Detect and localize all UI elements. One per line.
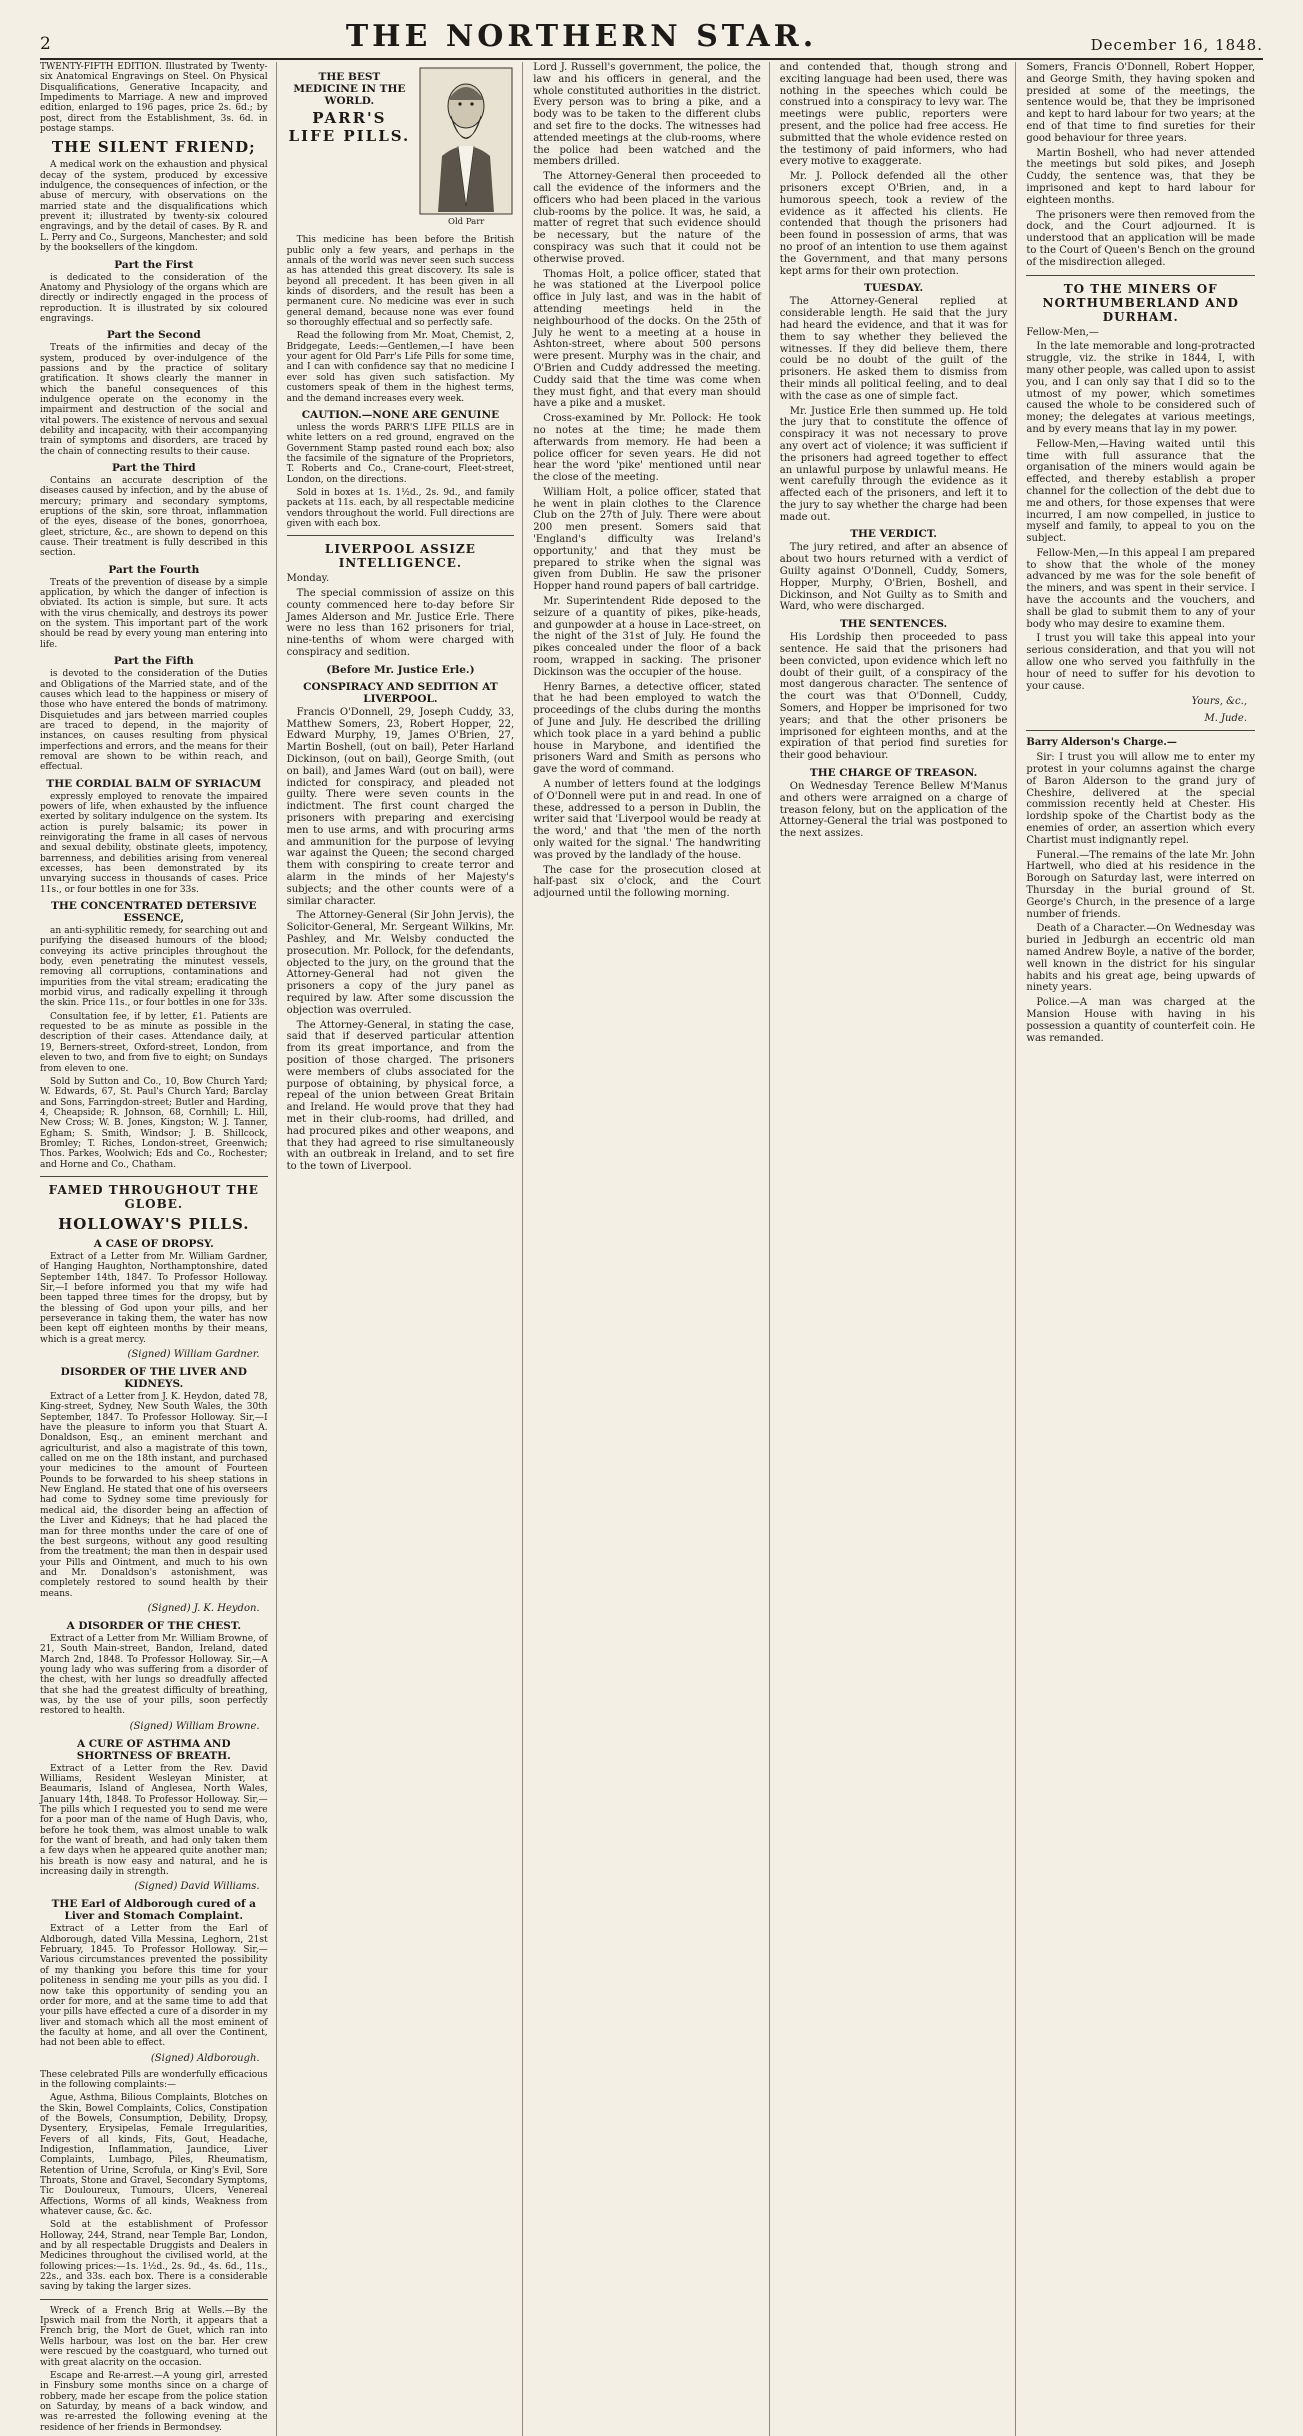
- court-adjourned: The case for the prosecution closed at half-past six o'clock, and the Court adjourned until the following morning.: [533, 864, 761, 900]
- parr-ad: [287, 66, 515, 229]
- part2-title: Part the Second: [106, 329, 201, 342]
- silent-friend-body: A medical work on the exhaustion and physical decay of the system, produced by excessive indulgence, the consequences of infection, or the abuse of mercury, with observations on the married state and the disqualifications which prevent it; illustrated by twenty-six coloured engravings, and by the detail of cases. By R. and L. Perry and Co., Surgeons, Manchester; and sold by the booksellers of the kingdom.: [40, 160, 268, 254]
- death-paragraph: Death of a Character.—On Wednesday was buried in Jedburgh an eccentric old man named Andrew Boyle, a native of the border, well known in the district for his singular habits and his great age, being upwards of ninety years.: [1026, 923, 1255, 994]
- verdict-text: The jury retired, and after an absence of about two hours returned with a verdict of Guilty against O'Donnell, Cuddy, Somers, Hopper, Murphy, O'Brien, Boshell, and Dickinson, and Not Guilty as to Smith and Ward, who were discharged.: [779, 542, 1008, 613]
- silent-friend-intro: TWENTY-FIFTH EDITION. Illustrated by Twenty-six Anatomical Engravings on Steel. On Physical Disqualifications, Generative Incapacity, and Impediments to Marriage. A new and improved edition, enlarged to 196 pages, price 2s. 6d.; by post, direct from the Establishment, 3s. 6d. in postage stamps.: [40, 62, 268, 135]
- escape-paragraph: Escape and Re-arrest.—A young girl, arrested in Finsbury some months since on a charge of robbery, made her escape from the police station on Saturday, by means of a back window, and was re-arrested the following evening at the residence of her friends in Bermondsey.: [40, 2370, 268, 2433]
- assize-judge: (Before Mr. Justice Erle.): [326, 663, 475, 676]
- column-2: [287, 62, 524, 2436]
- dropsy-text: Extract of a Letter from Mr. William Gardner, of Hanging Haughton, Northamptonshire, dated September 14th, 1847. To Professor Holloway. Sir,—I before informed you that my wife had been tapped three times for the dropsy, but by the blessing of God upon your pills, and her perseverance in taking them, the water has now been kept off eighteen months by their means, which is a great mercy.: [40, 1251, 268, 1345]
- liver-text: Extract of a Letter from J. K. Heydon, dated 78, King-street, Sydney, New South Wales, the 30th September, 1847. To Professor Holloway. Sir,—I have the pleasure to inform you that Stuart A. Donaldson, Esq., an eminent merchant and agriculturist, and also a magistrate of this town, called on me on the 18th instant, and purchased your medicines to the amount of Fourteen Pounds to be forwarded to his sheep stations in New England. He stated that one of his overseers had come to Sydney some time previously for medical aid, the disorder being an affection of the Liver and Kidneys; that he had placed the man for three months under the care of one of the best surgeons, without any good resulting from the treatment; the man then in despair used your Pills and Ointment, and much to his own and Mr. Donaldson's astonishment, was completely restored to sound health by their means.: [40, 1392, 268, 1599]
- silent-friend-title: THE SILENT FRIEND;: [51, 138, 256, 157]
- ride-evidence: Mr. Superintendent Ride deposed to the seizure of a quantity of pikes, pike-heads, and gunpowder at a house in Lace-street, on the night of the 31st of July. He found the pikes concealed under the floor of a back room, wrapped in sacking. The prisoner Dickinson was the occupier of the house.: [533, 596, 761, 678]
- caution-title: CAUTION.—NONE ARE GENUINE: [301, 408, 500, 421]
- caution-text: unless the words PARR'S LIFE PILLS are in white letters on a red ground, engraved on the Government Stamp pasted round each box; also the facsimile of the signature of the Proprietors, T. Roberts and Co., Crane-court, Fleet-street, London, on the directions.: [286, 422, 515, 485]
- police-paragraph: Police.—A man was charged at the Mansion House with having in his possession a quantity of counterfeit coin. He was remanded.: [1026, 997, 1255, 1044]
- columns: [40, 62, 1263, 2433]
- miners-text-3: Fellow-Men,—In this appeal I am prepared to show that the whole of the money advanced by me was for the sole benefit of the miners, and was spent in their service. I have the accounts and the vouchers, and shall be glad to submit them to any of your body who may desire to examine them.: [1026, 547, 1255, 630]
- parr-testimonials: Read the following from Mr. Moat, Chemist, 2, Bridgegate, Leeds:—Gentlemen,—I have been your agent for Old Parr's Life Pills for some time, and I can with confidence say that no medicine I ever sold has given such satisfaction. My customers speak of them in the highest terms, and the demand increases every week.: [286, 331, 515, 404]
- famed-title: FAMED THROUGHOUT THE GLOBE.: [48, 1182, 259, 1211]
- col3-text-3: Thomas Holt, a police officer, stated that he was stationed at the Liverpool police office in July last, and was in the habit of attending meetings held in the neighbourhood of the docks. On the 25th of July he went to a meeting at a house in Ashton-street, where about 500 persons were present. Murphy was in the chair, and O'Brien and Cuddy addressed the meeting. Cuddy said that the time was come when they must fight, and that every man should have a pike and a musket.: [533, 268, 761, 410]
- figure-caption: Old Parr: [448, 217, 485, 227]
- holloway-title: HOLLOWAY'S PILLS.: [58, 1214, 250, 1233]
- dropsy-signature: (Signed) William Gardner.: [127, 1349, 260, 1361]
- liver-signature: (Signed) J. K. Heydon.: [147, 1602, 260, 1614]
- wreck-paragraph: Wreck of a French Brig at Wells.—By the Ipswich mail from the North, it appears that a French brig, the Mort de Guet, which ran into Wells harbour, was lost on the bar. Her crew were rescued by the coastguard, who turned out with great alacrity on the occasion.: [40, 2305, 268, 2368]
- column-3: [533, 62, 770, 2436]
- miners-title: TO THE MINERS OF NORTHUMBERLAND AND DURHAM.: [1042, 281, 1239, 324]
- col5-text-3: The prisoners were then removed from the dock, and the Court adjourned. It is understood that an application will be made to the Court of Queen's Bench on the ground of the misdirection alleged.: [1026, 209, 1255, 268]
- sold-at-text: Sold at the establishment of Professor Holloway, 244, Strand, near Temple Bar, London, and by all respectable Druggists and Dealers in Medicines throughout the civilised world, at the following prices:—1s. 1½d., 2s. 9d., 4s. 6d., 11s., 22s., and 33s. each box. There is a considerable saving by taking the larger sizes.: [40, 2220, 268, 2293]
- miners-text-2: Fellow-Men,—Having waited until this time with full assurance that the organisation of the miners would again be effected, and thereby establish a proper channel for the collection of the debt due to me and others, for those expenses that were incurred, I am now compelled, in justice to myself and family, to appeal to you on the subject.: [1026, 438, 1255, 545]
- earl-title: THE Earl of Aldborough cured of a Liver and Stomach Complaint.: [51, 1898, 256, 1923]
- miners-text-4: I trust you will take this appeal into your serious consideration, and that you will not allow one who served you faithfully in the hour of need to suffer for his devotion to your cause.: [1026, 633, 1255, 692]
- defence-text: Mr. J. Pollock defended all the other prisoners except O'Brien, and, in a humorous speech, took a review of the evidence as it affected his clients. He contended that though the prisoners had been found in possession of arms, that was no proof of an intention to use them against the Government, and that many persons kept arms for their own protection.: [779, 171, 1008, 277]
- divider: [1026, 730, 1255, 731]
- divider: [40, 1176, 268, 1177]
- barry-text: Sir: I trust you will allow me to enter my protest in your columns against the charge of Baron Alderson to the grand jury of Cheshire, delivered at the special commission recently held at Chester. His lordship spoke of the Chartist body as the enemies of order, an assertion which every Chartist must indignantly repel.: [1026, 752, 1255, 846]
- summing-up-text: Mr. Justice Erle then summed up. He told the jury that to constitute the offence of conspiracy it was not necessary to prove any overt act of violence; it was sufficient if the prisoners had agreed together to effect an unlawful purpose by unlawful means. He went carefully through the evidence as it affected each of the prisoners, and left it to the jury to say whether the charge had been made out.: [779, 405, 1008, 523]
- part5-text: is devoted to the consideration of the Duties and Obligations of the Married state, and of the causes which lead to the happiness or misery of those who have entered the bonds of matrimony. Disquietudes and jars between married couples are traced to depend, in the majority of instances, on causes resulting from physical imperfections and errors, and the means for their removal are shown to be within reach, and effectual.: [40, 669, 268, 773]
- consultation-text: Consultation fee, if by letter, £1. Patients are requested to be as minute as possible in the description of their cases. Attendance daily, at 19, Berners-street, Oxford-street, London, from eleven to two, and from five to eight; on Sundays from eleven to one.: [40, 1011, 268, 1074]
- barry-title: [1026, 737, 1255, 749]
- part3-title: Part the Third: [112, 462, 196, 474]
- col5-text-1: Somers, Francis O'Donnell, Robert Hopper, and George Smith, they having spoken and presided at some of the meetings, the sentence would be, that they be imprisoned and kept to hard labour for two years; at the end of that time to find sureties for their good behaviour for three years.: [1026, 62, 1255, 144]
- attorney-text: The Attorney-General, in stating the case, said that if deserved particular attention from its great importance, and from the position of those charged. The prisoners were members of clubs associated for the purpose of obtaining, by physical force, a repeal of the union between Great Britain and Ireland. He would prove that they had met in their club-rooms, had drilled, and had procured pikes and other weapons, and that they had agreed to rise simultaneously with an outbreak in Ireland, and to set fire to the town of Liverpool.: [286, 1019, 515, 1173]
- column-1: [40, 62, 277, 2436]
- parr-ad-text: [287, 66, 413, 147]
- old-parr-figure: [418, 66, 514, 229]
- masthead: [40, 14, 1263, 60]
- funeral-paragraph: Funeral.—The remains of the late Mr. John Hartwell, who died at his residence in the Borough on Saturday last, were interred on Thursday in the burial ground of St. George's Church, in the presence of a large number of friends.: [1026, 849, 1255, 920]
- col3-text-2: The Attorney-General then proceeded to call the evidence of the informers and the officers who had been placed in the various club-rooms by the police. It was, he said, a matter of regret that such evidence should be necessary, but the nature of the conspiracy was such that it could not be otherwise proved.: [533, 171, 761, 265]
- column-4: [780, 62, 1017, 2436]
- parr-ad-title: THE BEST MEDICINE IN THE WORLD.: [293, 71, 406, 107]
- part1-title: Part the First: [114, 258, 194, 271]
- assize-title: LIVERPOOL ASSIZE INTELLIGENCE.: [324, 542, 476, 571]
- newspaper-title: THE NORTHERN STAR.: [345, 19, 818, 54]
- part2-text: Treats of the infirmities and decay of the system, produced by over-indulgence of the passions and by the practice of solitary gratification. It shows clearly the manner in which the baneful consequences of this indulgence operate on the economy in the impairment and destruction of the social and vital powers. The existence of nervous and sexual debility and incapacity, with their accompanying train of symptoms and disorders, are traced by the chain of connecting results to their cause.: [40, 343, 268, 457]
- chest-title: A DISORDER OF THE CHEST.: [66, 1619, 241, 1632]
- assize-intro: The special commission of assize on this county commenced here to-day before Sir James Alderson and Mr. Justice Erle. There were no less than 162 prisoners for trial, nine-tenths of whom were charged with conspiracy and sedition.: [286, 588, 515, 659]
- col5-text-2: Martin Boshell, who had never attended the meetings but sold pikes, and Joseph Cuddy, the sentence was, that they be imprisoned and kept to hard labour for eighteen months.: [1026, 147, 1255, 206]
- miners-text-1: In the late memorable and long-protracted struggle, viz. the strike in 1844, I, with many other people, was called upon to assist you, and I can only say that I did so to the utmost of my power, which sometimes caused the whole to be considered such of money; the delegates at various meetings, and by every means that lay in my power.: [1026, 341, 1255, 435]
- column-5: [1026, 62, 1263, 2436]
- miners-salutation: Fellow-Men,—: [1026, 326, 1099, 338]
- chest-text: Extract of a Letter from Mr. William Browne, of 21, South Main-street, Bandon, Ireland, dated March 2nd, 1848. To Professor Holloway. Sir,—A young lady who was suffering from a disorder of the chest, with her lungs so dreadfully affected that she had the greatest difficulty of breathing, was, by the use of your pills, soon perfectly restored to health.: [40, 1633, 268, 1717]
- complaints-title: These celebrated Pills are wonderfully efficacious in the following complaints:—: [40, 2069, 268, 2090]
- divider: [1026, 275, 1255, 276]
- cross-examination: Cross-examined by Mr. Pollock: He took no notes at the time; he made them afterwards from memory. He had been a police officer for seven years. He did not hear the word 'pike' mentioned until near the close of the meeting.: [533, 413, 761, 484]
- page-number: 2: [40, 34, 51, 54]
- letters-evidence: A number of letters found at the lodgings of O'Donnell were put in and read. In one of these, addressed to a person in Dublin, the writer said that 'Liverpool would be ready at the word,' and that 'the men of the north only waited for the signal.' The handwriting was proved by the landlady of the house.: [533, 779, 761, 861]
- part1-text: is dedicated to the consideration of the Anatomy and Physiology of the organs which are directly or indirectly engaged in the process of reproduction. It is illustrated by six coloured engravings.: [40, 272, 268, 324]
- divider: [287, 535, 515, 536]
- miners-signature: M. Jude.: [1204, 713, 1247, 725]
- part5-title: Part the Fifth: [113, 655, 194, 668]
- complaints-list: Ague, Asthma, Bilious Complaints, Blotches on the Skin, Bowel Complaints, Colics, Constipation of the Bowels, Consumption, Debility, Dropsy, Dysentery, Erysipelas, Female Irregularities, Fevers of all kinds, Fits, Gout, Headache, Indigestion, Inflammation, Jaundice, Liver Complaints, Lumbago, Piles, Rheumatism, Retention of Urine, Scrofula, or King's Evil, Sore Throats, Stone and Gravel, Secondary Symptoms, Tic Douloureux, Tumours, Ulcers, Venereal Affections, Worms of all kinds, Weakness from whatever cause, &c. &c.: [40, 2093, 268, 2218]
- earl-text: Extract of a Letter from the Earl of Aldborough, dated Villa Messina, Leghorn, 21st February, 1845. To Professor Holloway. Sir,—Various circumstances prevented the possibility of my thanking you before this time for your politeness in sending me your pills as you did. I now take this opportunity of sending you an order for more, and at the same time to add that your pills have effected a cure of a disorder in my liver and stomach which all the most eminent of the faculty at home, and all over the Continent, had not been able to effect.: [40, 1924, 268, 2049]
- issue-date: December 16, 1848.: [1090, 36, 1263, 54]
- essence-title: THE CONCENTRATED DETERSIVE ESSENCE,: [51, 900, 257, 925]
- sentences-title: THE SENTENCES.: [839, 618, 948, 631]
- cordial-text: expressly employed to renovate the impaired powers of life, when exhausted by the influence exerted by solitary indulgence on the system. Its action is purely balsamic; its power in reinvigorating the frame in all cases of nervous and sexual debility, obstinate gleets, impotency, barrenness, and debilities arising from venereal excesses, has been demonstrated by its unvarying success in thousands of cases. Price 11s., or four bottles in one for 33s.: [40, 791, 268, 895]
- sold-by-text: Sold by Sutton and Co., 10, Bow Church Yard; W. Edwards, 67, St. Paul's Church Yard; Barclay and Sons, Farringdon-street; Butler and Harding, 4, Cheapside; R. Johnson, 68, Cornhill; L. Hill, New Cross; W. B. Jones, Kingston; W. J. Tanner, Egham; S. Smith, Windsor; J. B. Shillcock, Bromley; T. Riches, London-street, Greenwich; Thos. Parkes, Woolwich; Eds and Co., Rochester; and Horne and Co., Chatham.: [40, 1076, 268, 1170]
- cordial-title: THE CORDIAL BALM OF SYRIACUM: [46, 777, 262, 790]
- verdict-title: THE VERDICT.: [850, 528, 937, 541]
- part4-text: Treats of the prevention of disease by a simple application, by which the danger of infection is obviated. Its action is simple, but sure. It acts with the virus chemically, and destroys its power on the system. This important part of the work should be read by every young man entering into life.: [40, 577, 268, 650]
- reply-title: TUESDAY.: [864, 282, 924, 295]
- treason-text: On Wednesday Terence Bellew M'Manus and others were arraigned on a charge of treason felony, but on the application of the Attorney-General the trial was postponed to the next assizes.: [779, 781, 1008, 840]
- reply-text: The Attorney-General replied at considerable length. He said that the jury had heard the evidence, and that it was for them to say whether they believed the witnesses. If they did believe them, there could be no doubt of the guilt of the prisoners. He asked them to dismiss from their minds all political feeling, and to deal with the case as one of simple fact.: [779, 296, 1008, 402]
- miners-closing: Yours, &c.,: [1191, 696, 1247, 708]
- conspiracy-text: Francis O'Donnell, 29, Joseph Cuddy, 33, Matthew Somers, 23, Robert Hopper, 22, Edward Murphy, 19, James O'Brien, 27, Martin Boshell, (out on bail), Peter Harland Dickinson, (out on bail), George Smith, (out on bail), and James Ward (out on bail), were indicted for conspiracy, and pleaded not guilty. There were seven counts in the indictment. The first count charged the prisoners with preparing and exercising men to use arms, and with procuring arms and ammunition for the purpose of levying war against the Queen; the second charged them with conspiring to create terror and alarm in the minds of her Majesty's subjects; and the other counts were of a similar character.: [286, 706, 515, 907]
- col3-text-1: Lord J. Russell's government, the police, the law and his officers in general, and the whole constituted authorities in the district. Every person was to bring a pike, and a body was to be taken to the different clubs and set fire to the docks. The witnesses had attended meetings at the club-rooms, where the police had been watched and the members drilled.: [533, 62, 761, 168]
- part4-title: Part the Fourth: [108, 563, 200, 576]
- asthma-title: A CURE OF ASTHMA AND SHORTNESS OF BREATH.: [76, 1737, 231, 1762]
- parr-brand: PARR'S LIFE PILLS.: [288, 109, 411, 145]
- essence-text: an anti-syphilitic remedy, for searching out and purifying the diseased humours of the blood; conveying its active principles throughout the body, even penetrating the minutest vessels, removing all corruptions, contaminations and impurities from the vital stream; eradicating the morbid virus, and radically expelling it through the skin. Price 11s., or four bottles in one for 33s.: [40, 926, 268, 1009]
- sentences-text: His Lordship then proceeded to pass sentence. He said that the prisoners had been convicted, upon evidence which left no doubt of their guilt, of a conspiracy of the most dangerous character. The sentence of the court was that O'Donnell, Cuddy, Somers, and Hopper be imprisoned for two years; and that the other prisoners be imprisoned for eighteen months, and at the expiration of that period find sureties for their good behaviour.: [779, 632, 1008, 762]
- counsel-text: The Attorney-General (Sir John Jervis), the Solicitor-General, Mr. Sergeant Wilkins, Mr. Pashley, and Mr. Welsby conducted the prosecution. Mr. Pollock, for the defendants, objected to the jury, on the ground that the Attorney-General had not given the prisoners a copy of the jury panel as required by law. After some discussion the objection was overruled.: [286, 910, 515, 1016]
- earl-signature: (Signed) Aldborough.: [150, 2052, 260, 2064]
- assize-date: Monday.: [286, 573, 330, 585]
- holt-evidence: William Holt, a police officer, stated that he went in plain clothes to the Clarence Club on the 27th of July. There were about 200 men present. Somers said that 'England's difficulty was Ireland's opportunity,' and that they must be prepared to strike when the signal was given from Dublin. He saw the prisoner Hopper hand round papers of ball cartridge.: [533, 486, 761, 593]
- treason-title: THE CHARGE OF TREASON.: [809, 767, 978, 780]
- asthma-signature: (Signed) David Williams.: [134, 1881, 260, 1893]
- barnes-evidence: Henry Barnes, a detective officer, stated that he had been employed to watch the proceedings of the clubs during the months of June and July. He described the drilling which took place in a yard behind a public house in Marybone, and identified the prisoners Ward and Smith as persons who gave the word of command.: [533, 681, 761, 776]
- chest-signature: (Signed) William Browne.: [129, 1720, 260, 1732]
- old-parr-portrait-icon: [418, 66, 514, 216]
- col4-text-1: and contended that, though strong and exciting language had been used, there was nothing in the speeches which could be construed into a conspiracy to levy war. The meetings were public, reporters were present, and the police had free access. He submitted that the whole evidence rested on the testimony of paid informers, who had every motive to exaggerate.: [779, 62, 1008, 168]
- asthma-text: Extract of a Letter from the Rev. David Williams, Resident Wesleyan Minister, at Beaumaris, Island of Anglesea, North Wales, January 14th, 1848. To Professor Holloway. Sir,—The pills which I requested you to send me were for a poor man of the name of Hugh Davis, who, before he took them, was almost unable to walk for the want of breath, and had only taken them a few days when he appeared quite another man; his breath is now easy and natural, and he is increasing daily in strength.: [40, 1763, 268, 1878]
- barry-title-label: Barry Alderson's Charge.—: [1026, 737, 1177, 749]
- liver-title: DISORDER OF THE LIVER AND KIDNEYS.: [60, 1366, 247, 1391]
- dropsy-title: A CASE OF DROPSY.: [93, 1237, 214, 1250]
- conspiracy-title: CONSPIRACY AND SEDITION AT LIVERPOOL.: [303, 680, 498, 705]
- divider: [40, 2299, 268, 2300]
- parr-ad-body: This medicine has been before the British public only a few years, and perhaps in the annals of the world was never seen such success as has attended this great discovery. Its sale is beyond all precedent. It has been given in all kinds of disorders, and the result has been a permanent cure. No medicine was ever in such general demand, because none was ever found so thoroughly effectual and so perfectly safe.: [286, 235, 515, 329]
- part3-text: Contains an accurate description of the diseases caused by infection, and by the abuse of mercury; primary and secondary symptoms, eruptions of the skin, sore throat, inflammation of the eyes, disease of the bones, gonorrhoea, gleet, stricture, &c., are shown to depend on this cause. Their treatment is fully described in this section.: [40, 476, 268, 559]
- price-text: Sold in boxes at 1s. 1½d., 2s. 9d., and family packets at 11s. each, by all respectable medicine vendors throughout the world. Full directions are given with each box.: [286, 487, 515, 529]
